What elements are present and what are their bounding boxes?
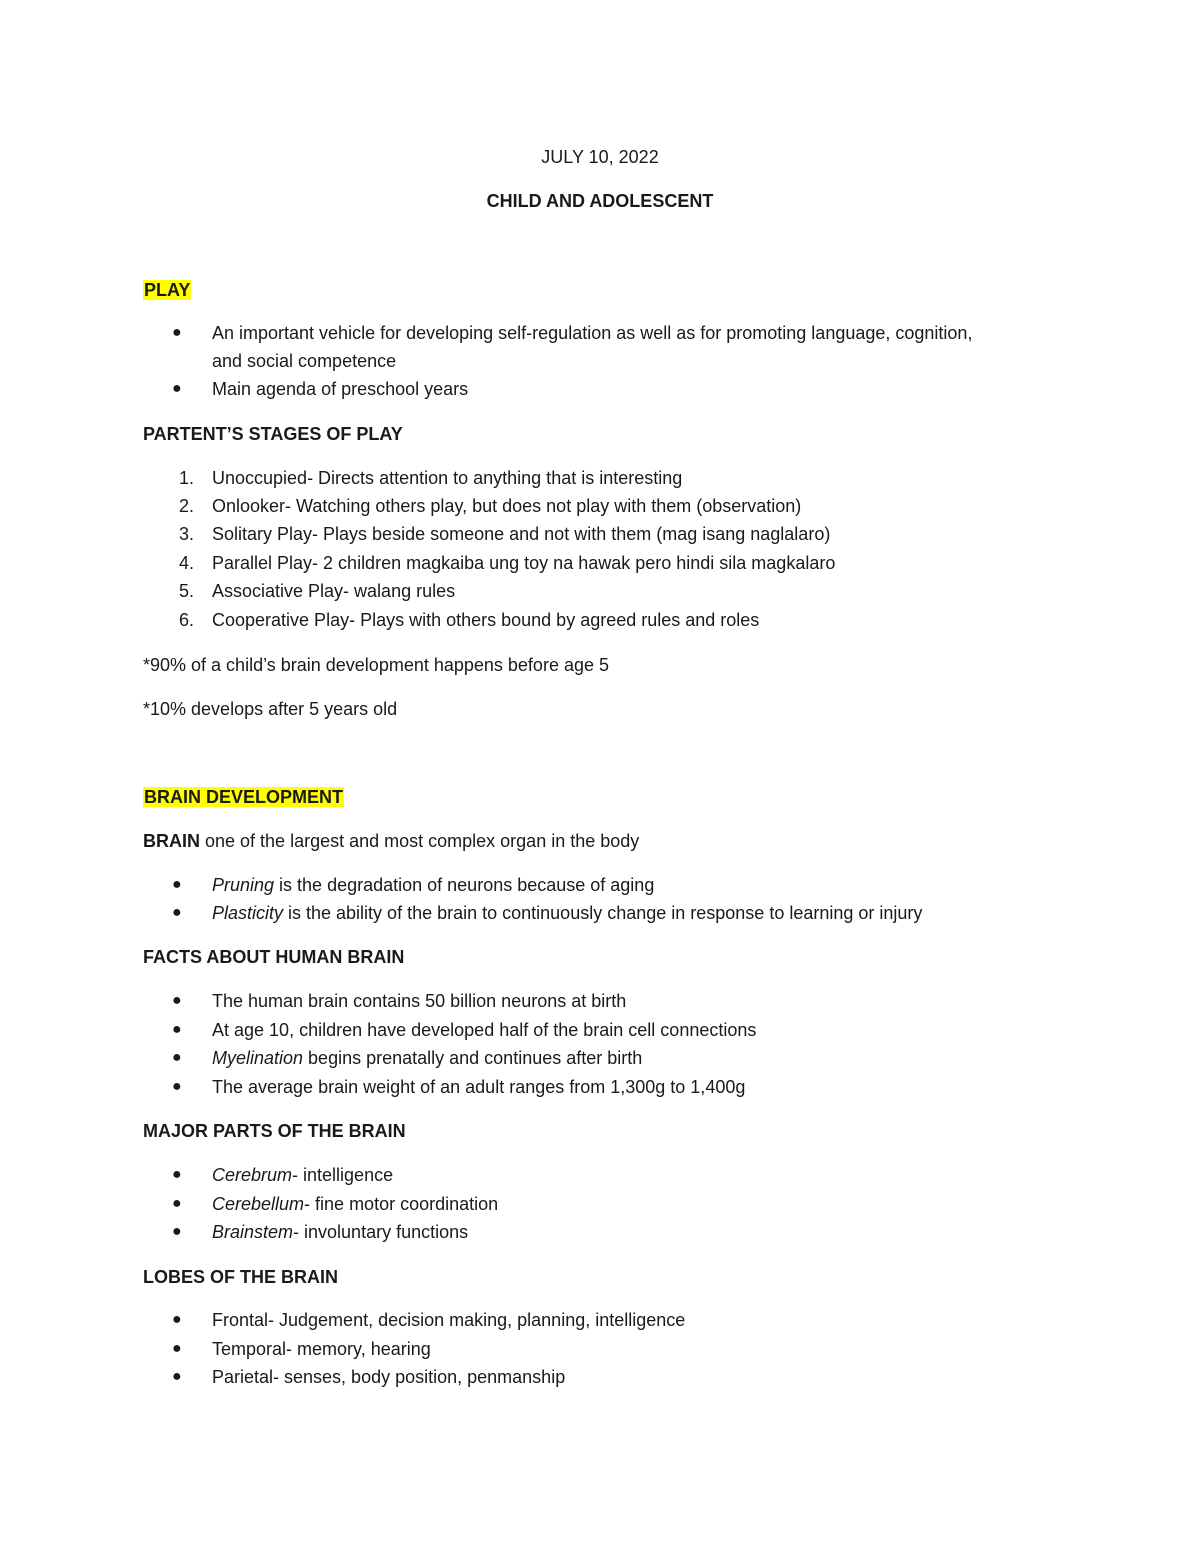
plasticity-item: Plasticity is the ability of the brain to continuously change in response to learning or injury [212,903,923,923]
section-heading-play: PLAY [144,280,191,300]
brain-definition: BRAIN one of the largest and most complex organ in the body [143,831,640,851]
stage-item: Onlooker- Watching others play, but does not play with them (observation) [212,496,802,516]
document-title: CHILD AND ADOLESCENT [486,191,714,211]
stage-item: Cooperative Play- Plays with others bound by agreed rules and roles [212,610,760,630]
fact-item: Myelination begins prenatally and continues after birth [212,1048,643,1068]
play-bullet-1-line-1: An important vehicle for developing self-regulation as well as for promoting language, cognition, [212,323,973,343]
fact-item: The human brain contains 50 billion neurons at birth [212,991,627,1011]
lobe-item: Parietal- senses, body position, penmanship [212,1367,566,1387]
bullet-icon: ● [172,1021,182,1038]
document-date: JULY 10, 2022 [541,147,659,167]
list-number: 1. [178,468,194,488]
note-90-percent: *90% of a child’s brain development happens before age 5 [143,655,609,675]
list-number: 5. [178,581,194,601]
section-heading-major-parts: MAJOR PARTS OF THE BRAIN [143,1121,406,1141]
section-heading-lobes: LOBES OF THE BRAIN [143,1267,339,1287]
bullet-icon: ● [172,1195,182,1212]
stage-item: Solitary Play- Plays beside someone and not with them (mag isang naglalaro) [212,524,831,544]
play-bullet-2: Main agenda of preschool years [212,379,469,399]
lobe-item: Temporal- memory, hearing [212,1339,431,1359]
bullet-icon: ● [172,904,182,921]
bullet-icon: ● [172,1340,182,1357]
pruning-item: Pruning is the degradation of neurons because of aging [212,875,655,895]
bullet-icon: ● [172,876,182,893]
section-heading-stages: PARTENT’S STAGES OF PLAY [143,424,403,444]
bullet-icon: ● [172,1049,182,1066]
bullet-icon: ● [172,1078,182,1095]
bullet-icon: ● [172,1223,182,1240]
bullet-icon: ● [172,1166,182,1183]
stage-item: Associative Play- walang rules [212,581,456,601]
part-item: Cerebrum- intelligence [212,1165,394,1185]
bullet-icon: ● [172,380,182,397]
part-item: Brainstem- involuntary functions [212,1222,469,1242]
lobe-item: Frontal- Judgement, decision making, planning, intelligence [212,1310,686,1330]
bullet-icon: ● [172,1311,182,1328]
fact-item: At age 10, children have developed half of the brain cell connections [212,1020,757,1040]
bullet-icon: ● [172,1368,182,1385]
stage-item: Unoccupied- Directs attention to anything that is interesting [212,468,683,488]
bullet-icon: ● [172,324,182,341]
section-heading-brain-development: BRAIN DEVELOPMENT [144,787,344,807]
fact-item: The average brain weight of an adult ranges from 1,300g to 1,400g [212,1077,746,1097]
play-bullet-1-line-2: and social competence [212,351,397,371]
bullet-icon: ● [172,992,182,1009]
list-number: 3. [178,524,194,544]
note-10-percent: *10% develops after 5 years old [143,699,398,719]
part-item: Cerebellum- fine motor coordination [212,1194,499,1214]
list-number: 2. [178,496,194,516]
stage-item: Parallel Play- 2 children magkaiba ung toy na hawak pero hindi sila magkalaro [212,553,836,573]
list-number: 4. [178,553,194,573]
section-heading-facts: FACTS ABOUT HUMAN BRAIN [143,947,405,967]
list-number: 6. [178,610,194,630]
